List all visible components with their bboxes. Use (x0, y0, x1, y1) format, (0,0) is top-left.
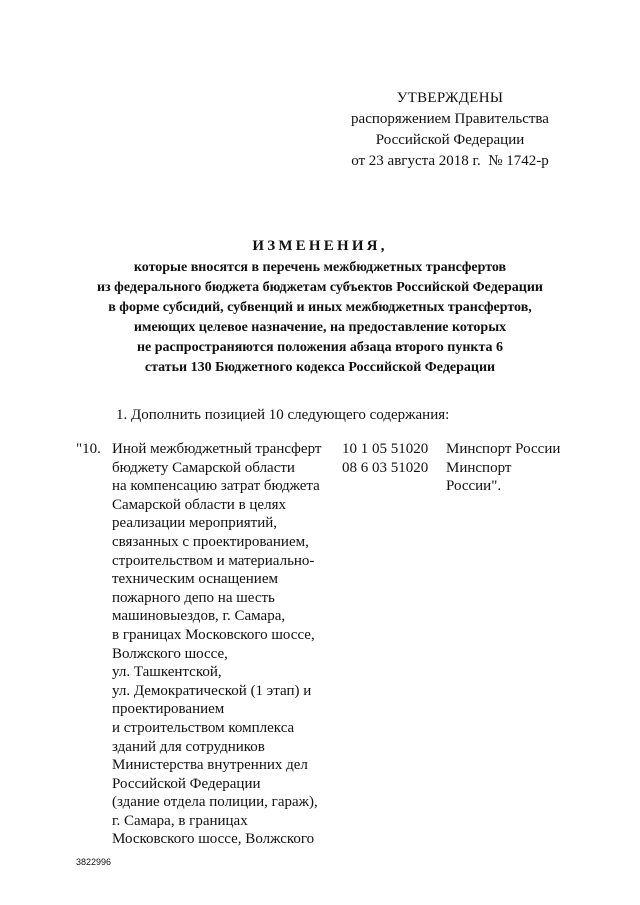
approval-line-1: распоряжением Правительства (351, 111, 549, 127)
ministry-line: Минспорт России (446, 441, 561, 457)
description-line: бюджету Самарской области (112, 459, 295, 476)
entry-description (112, 440, 338, 849)
approval-block (330, 88, 570, 172)
ministry-column (446, 440, 596, 496)
heading-line: из федерального бюджета бюджетам субъектов Российской Федерации (96, 280, 543, 295)
budget-code: 08 6 03 51020 (342, 459, 429, 476)
heading-title: ИЗМЕНЕНИЯ, (252, 238, 388, 254)
heading-line: в форме субсидий, субвенций и иных межбюджетных трансфертов, (108, 300, 532, 315)
ministry-line: России". (446, 478, 502, 495)
description-line: реализации мероприятий, (112, 515, 278, 532)
heading-line: не распространяются положения абзаца второго пункта 6 (136, 340, 504, 355)
description-line: и строительством комплекса (112, 719, 295, 736)
approval-decree-line: от 23 августа 2018 г. № 1742-р (351, 153, 549, 169)
description-line: строительством и материально- (112, 552, 315, 569)
description-line: Самарской области в целях (112, 496, 286, 513)
ministry-line: Минспорт (446, 459, 512, 476)
description-line: зданий для сотрудников (112, 738, 265, 755)
description-line: Иной межбюджетный трансферт (112, 441, 322, 457)
heading-line: которые вносятся в перечень межбюджетных трансфертов (133, 260, 507, 275)
description-line: Волжского шоссе, (112, 645, 228, 662)
description-line: проектированием (112, 701, 225, 718)
description-line: ул. Ташкентской, (112, 664, 222, 681)
description-line: Московского шоссе, Волжского (112, 831, 315, 848)
approval-line-2: Российской Федерации (375, 132, 525, 148)
instruction-paragraph: 1. Дополнить позицией 10 следующего содержания: (116, 407, 450, 423)
description-line: в границах Московского шоссе, (112, 626, 315, 643)
description-line: ул. Демократической (1 этап) и (112, 682, 312, 699)
description-line: связанных с проектированием, (112, 533, 309, 550)
approval-title: УТВЕРЖДЕНЫ (396, 90, 504, 106)
description-line: г. Самара, в границах (112, 812, 248, 829)
heading-line: статьи 130 Бюджетного кодекса Российской Федерации (144, 360, 496, 375)
document-heading (40, 234, 600, 378)
description-line: машиновыездов, г. Самара, (112, 608, 286, 625)
description-line: Российской Федерации (112, 775, 261, 792)
description-line: пожарного депо на шесть (112, 589, 275, 606)
entry-number: "10. (76, 441, 101, 457)
description-line: на компенсацию затрат бюджета (112, 478, 320, 495)
description-line: (здание отдела полиции, гараж), (112, 794, 318, 811)
budget-codes (342, 440, 428, 477)
budget-code: 10 1 05 51020 (342, 441, 429, 457)
description-line: Министерства внутренних дел (112, 757, 308, 774)
heading-line: имеющих целевое назначение, на предоставление которых (133, 320, 507, 335)
description-line: техническим оснащением (112, 571, 278, 588)
document-id: 3822996 (76, 857, 112, 867)
